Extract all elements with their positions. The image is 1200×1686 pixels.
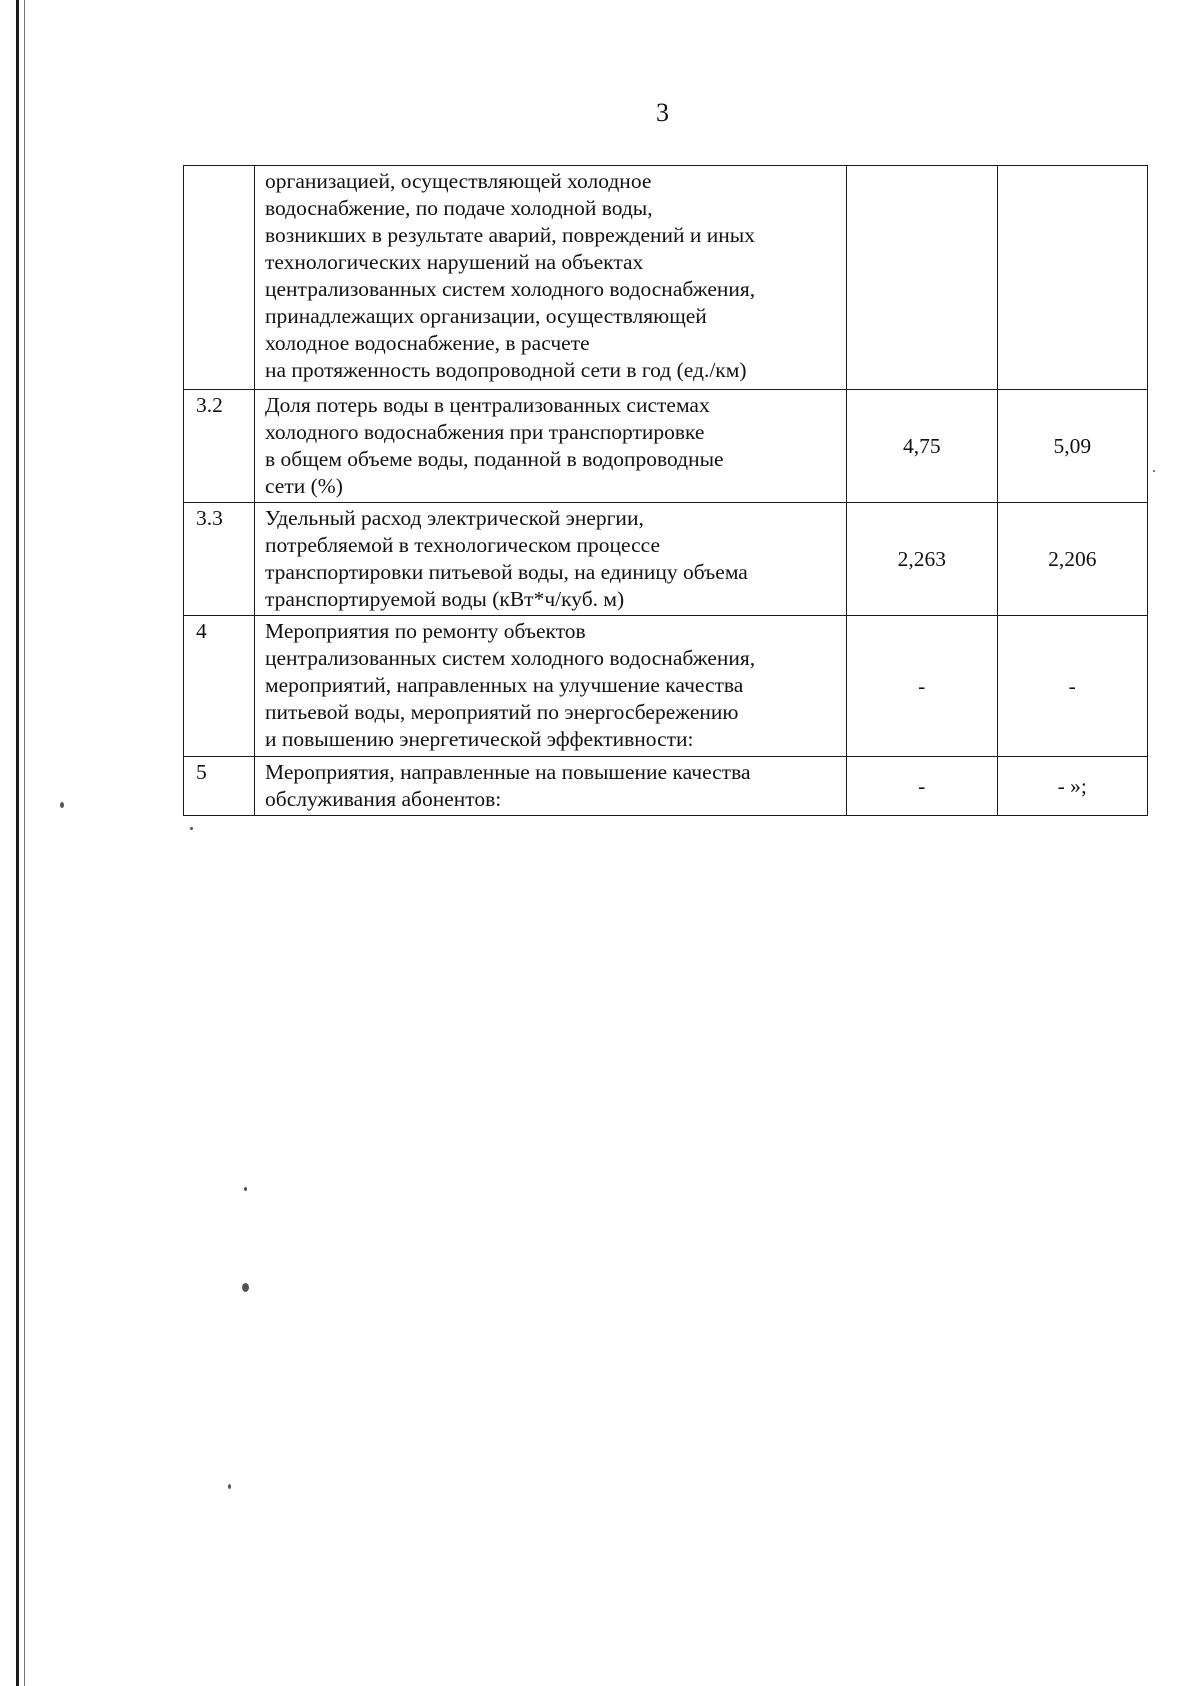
- row-description-text: Мероприятия по ремонту объектов централизованных систем холодного водоснабжения, мероприятий, направленных на улучшение качества питьевой воды, мероприятий по энергосбережению и повышению энергетической эффективности:: [265, 619, 756, 751]
- table-row: [184, 503, 1148, 616]
- row-description: [255, 390, 847, 503]
- value-column-2: 5,09: [997, 390, 1148, 503]
- row-description: [255, 616, 847, 757]
- scan-speck: [228, 1484, 231, 1489]
- scan-speck: [242, 1283, 249, 1292]
- value-column-2: - »;: [997, 757, 1148, 816]
- row-number: [184, 166, 255, 390]
- value-column-2: 2,206: [997, 503, 1148, 616]
- page-number: 3: [656, 98, 669, 127]
- value-column-1: 2,263: [847, 503, 998, 616]
- scan-speck: [244, 1187, 247, 1191]
- scan-speck: [1153, 470, 1155, 472]
- scan-left-edge-thin: [24, 0, 25, 1686]
- value-column-2: [997, 166, 1148, 390]
- table-row: [184, 390, 1148, 503]
- value-column-1: 4,75: [847, 390, 998, 503]
- row-number: 3.3: [184, 503, 255, 616]
- table-row: [184, 757, 1148, 816]
- value-column-1: [847, 166, 998, 390]
- value-column-2: -: [997, 616, 1148, 757]
- row-description: [255, 757, 847, 816]
- row-description-text: Доля потерь воды в централизованных системах холодного водоснабжения при транспортировке в общем объеме воды, поданной в водопроводные сети (%): [265, 393, 724, 498]
- scan-left-edge: [16, 0, 19, 1686]
- indicators-table: [183, 165, 1148, 816]
- table-row: [184, 616, 1148, 757]
- row-number: 4: [184, 616, 255, 757]
- value-column-1: -: [847, 757, 998, 816]
- scan-speck: [190, 827, 193, 830]
- row-description: [255, 166, 847, 390]
- row-description-text: Мероприятия, направленные на повышение качества обслуживания абонентов:: [265, 760, 751, 811]
- row-description-text: организацией, осуществляющей холодное водоснабжение, по подаче холодной воды, возникших в результате аварий, повреждений и иных технологических нарушений на объектах централизованных систем холодного водоснабжения, принадлежащих организации, осуществляющей холодное водоснабжение, в расчете на протяженность водопроводной сети в год (ед./км): [265, 169, 756, 382]
- row-number: 5: [184, 757, 255, 816]
- row-description: [255, 503, 847, 616]
- row-description-text: Удельный расход электрической энергии, потребляемой в технологическом процессе транспортировки питьевой воды, на единицу объема транспортируемой воды (кВт*ч/куб. м): [265, 506, 748, 611]
- table-row: [184, 166, 1148, 390]
- scan-speck: [60, 802, 64, 808]
- row-number: 3.2: [184, 390, 255, 503]
- value-column-1: -: [847, 616, 998, 757]
